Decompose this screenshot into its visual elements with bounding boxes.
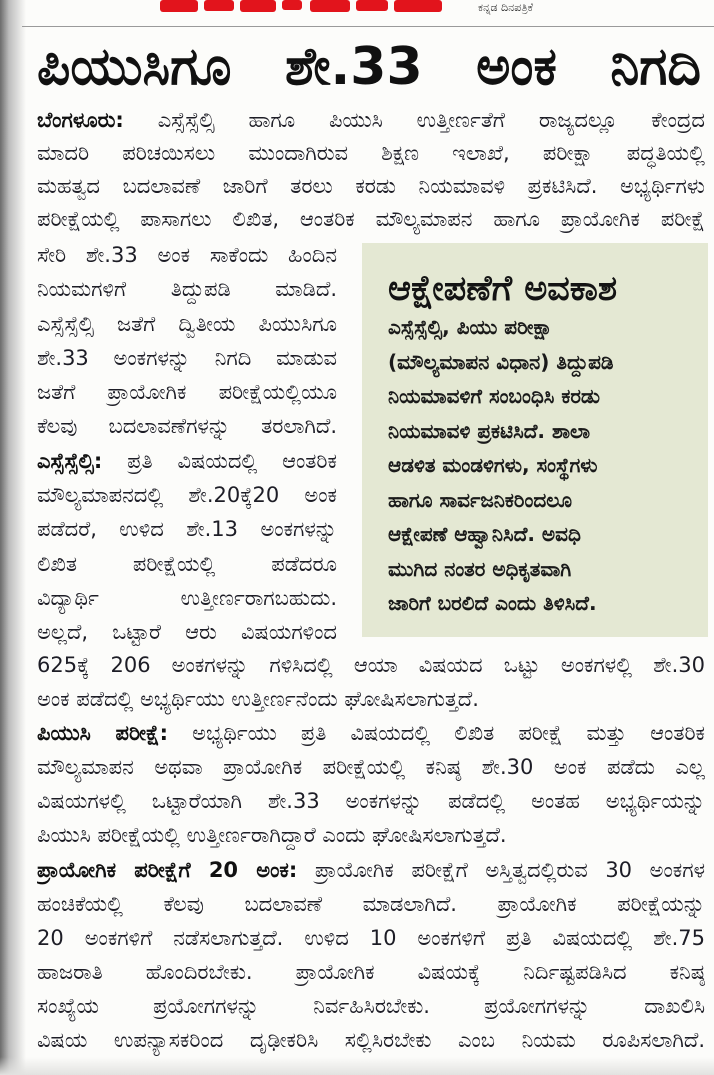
masthead-tagline: ಕನ್ನಡ ದಿನಪತ್ರಿಕೆ xyxy=(478,1,534,14)
article-line xyxy=(37,989,705,1023)
article-narrow-column xyxy=(37,238,337,650)
sidebar-box-line: ಹಾಗೂ ಸಾರ್ವಜನಿಕರಿಂದಲೂ xyxy=(388,487,572,512)
article-line xyxy=(37,682,705,716)
article-line-text: ಮಹತ್ವದ ಬದಲಾವಣೆ ಜಾರಿಗೆ ತರಲು ಕರಡು ನಿಯಮಾವಳಿ ಪ್ರಕಟಿಸಿದೆ. ಅಭ್ಯರ್ಥಿಗಳು xyxy=(37,174,705,198)
article-line xyxy=(37,853,705,887)
article-top-column xyxy=(37,104,705,236)
paragraph-lead: ಪ್ರಾಯೋಗಿಕ ಪರೀಕ್ಷೆಗೆ 20 ಅಂಕ: xyxy=(37,857,298,882)
article-line-text: ಹಾಜರಾತಿ ಹೊಂದಿರಬೇಕು. ಪ್ರಾಯೋಗಿಕ ವಿಷಯಕ್ಕೆ ನಿರ್ದಿಷ್ಟಪಡಿಸಿದ ಕನಿಷ್ಠ xyxy=(37,959,705,984)
sidebar-box-line: ಮುಗಿದ ನಂತರ ಅಧಿಕೃತವಾಗಿ xyxy=(388,556,572,581)
article-line-text: ಎಸ್ಸೆಸ್ಸೆಲ್ಸಿ ಹಾಗೂ ಪಿಯುಸಿ ಉತ್ತೀರ್ಣತೆಗೆ ರಾಜ್ಯದಲ್ಲೂ ಕೇಂದ್ರದ xyxy=(157,108,705,132)
article-line xyxy=(37,648,705,682)
article-line-text: ಅಭ್ಯರ್ಥಿಯು ಪ್ರತಿ ವಿಷಯದಲ್ಲಿ ಲಿಖಿತ ಪರೀಕ್ಷೆ ಮತ್ತು ಆಂತರಿಕ xyxy=(192,721,705,746)
article-line-text: ಹಂಚಿಕೆಯಲ್ಲಿ ಕೆಲವು ಬದಲಾವಣೆ ಮಾಡಲಾಗಿದೆ. ಪ್ರಾಯೋಗಿಕ ಪರೀಕ್ಷೆಯನ್ನು xyxy=(37,891,705,916)
article-line-text: ವಿಷಯಗಳಲ್ಲಿ ಒಟ್ಟಾರೆಯಾಗಿ ಶೇ.33 ಅಂಕಗಳನ್ನು ಪಡೆದಲ್ಲಿ ಅಂತಹ ಅಭ್ಯರ್ಥಿಯನ್ನು xyxy=(37,789,705,814)
page-bottom-shadow xyxy=(0,1057,714,1075)
sidebar-box-line: ಆಡಳಿತ ಮಂಡಳಿಗಳು, ಸಂಸ್ಥೆಗಳು xyxy=(388,453,598,477)
sidebar-box xyxy=(362,243,708,637)
article-line xyxy=(37,1023,705,1057)
sidebar-box-title: ಆಕ್ಷೇಪಣೆಗೆ ಅವಕಾಶ xyxy=(388,269,618,309)
article-line xyxy=(37,512,337,546)
article-line-text: ಪ್ರತಿ ವಿಷಯದಲ್ಲಿ ಆಂತರಿಕ xyxy=(127,448,337,473)
article-line-text: ವಿಷಯ ಉಪನ್ಯಾಸಕರಿಂದ ದೃಢೀಕರಿಸಿ ಸಲ್ಲಿಸಿರಬೇಕು ಎಂಬ ನಿಯಮ ರೂಪಿಸಲಾಗಿದೆ. xyxy=(37,1028,705,1053)
article-line-text: ಅಲ್ಲದೆ, ಒಟ್ಟಾರೆ ಆರು ವಿಷಯಗಳಿಂದ xyxy=(37,620,337,645)
masthead-logo xyxy=(160,0,445,14)
article-line-text: ಸಂಖ್ಯೆಯ ಪ್ರಯೋಗಗಳನ್ನು ನಿರ್ವಹಿಸಿರಬೇಕು. ಪ್ರಯೋಗಗಳನ್ನು ದಾಖಲಿಸಿ xyxy=(37,993,705,1018)
sidebar-box-line: ಜಾರಿಗೆ ಬರಲಿದೆ ಎಂದು ತಿಳಿಸಿದೆ. xyxy=(388,591,597,615)
article-line-text: ಮಾದರಿ ಪರಿಚಯಿಸಲು ಮುಂದಾಗಿರುವ ಶಿಕ್ಷಣ ಇಲಾಖೆ, ಪರೀಕ್ಷಾ ಪದ್ಧತಿಯಲ್ಲಿ xyxy=(37,141,705,165)
masthead-rule xyxy=(22,26,714,27)
article-line-text: ಪಡೆದರೆ, ಉಳಿದ ಶೇ.13 ಅಂಕಗಳನ್ನು xyxy=(37,517,337,542)
paragraph-lead: ಎಸ್ಸೆಸ್ಸೆಲ್ಸಿ: xyxy=(37,448,103,473)
article-bottom-column xyxy=(37,648,705,1057)
sidebar-box-lines xyxy=(388,310,700,621)
article-line-text: ಜತೆಗೆ ಪ್ರಾಯೋಗಿಕ ಪರೀಕ್ಷೆಯಲ್ಲಿಯೂ xyxy=(37,380,337,405)
sidebar-box-line: ಆಕ್ಷೇಪಣೆ ಆಹ್ವಾನಿಸಿದೆ. ಅವಧಿ xyxy=(388,522,581,546)
article-line xyxy=(37,615,337,649)
article-line xyxy=(37,547,337,581)
article-line xyxy=(37,238,337,272)
article-line-text: ಅಂಕ ಪಡೆದಲ್ಲಿ ಅಭ್ಯರ್ಥಿಯು ಉತ್ತೀರ್ಣನೆಂದು ಘೋಷಿಸಲಾಗುತ್ತದೆ. xyxy=(37,687,479,712)
article-line-text: ಶೇ.33 ಅಂಕಗಳನ್ನು ನಿಗದಿ ಮಾಡುವ xyxy=(37,345,337,370)
article-line xyxy=(37,444,337,478)
paragraph-lead: ಬೆಂಗಳೂರು: xyxy=(37,108,124,132)
article-line xyxy=(37,203,705,236)
article-line-text: ಮೌಲ್ಯಮಾಪನದಲ್ಲಿ ಶೇ.20ಕ್ಕೆ20 ಅಂಕ xyxy=(37,483,337,508)
article-line xyxy=(37,818,705,852)
headline: ಪಿಯುಸಿಗೂ ಶೇ.33 ಅಂಕ ನಿಗದಿ xyxy=(37,37,701,97)
article-line-text: ಸೇರಿ ಶೇ.33 ಅಂಕ ಸಾಕೆಂದು ಹಿಂದಿನ xyxy=(37,243,337,267)
article-line xyxy=(37,341,337,375)
article-line xyxy=(37,581,337,615)
article-line xyxy=(37,375,337,409)
sidebar-box-line: (ಮೌಲ್ಯಮಾಪನ ವಿಧಾನ) ತಿದ್ದುಪಡಿ xyxy=(388,349,614,374)
article-line xyxy=(37,921,705,955)
article-line-text: 20 ಅಂಕಗಳಿಗೆ ನಡೆಸಲಾಗುತ್ತದೆ. ಉಳಿದ 10 ಅಂಕಗಳಿಗೆ ಪ್ರತಿ ವಿಷಯದಲ್ಲಿ ಶೇ.75 xyxy=(37,925,705,950)
article-line xyxy=(37,409,337,443)
article-line-text: ಕೆಲವು ಬದಲಾವಣೆಗಳನ್ನು ತರಲಾಗಿದೆ. xyxy=(37,414,337,439)
article-line-text: ವಿದ್ಯಾರ್ಥಿ ಉತ್ತೀರ್ಣರಾಗಬಹುದು. xyxy=(37,585,337,610)
article-line xyxy=(37,272,337,306)
article-line-text: 625ಕ್ಕೆ 206 ಅಂಕಗಳನ್ನು ಗಳಿಸಿದಲ್ಲಿ ಆಯಾ ವಿಷಯದ ಒಟ್ಟು ಅಂಕಗಳಲ್ಲಿ ಶೇ.30 xyxy=(37,653,705,677)
sidebar-box-line: ನಿಯಮಾವಳಿಗೆ ಸಂಬಂಧಿಸಿ ಕರಡು xyxy=(388,384,601,408)
article-line xyxy=(37,784,705,818)
article-line xyxy=(37,478,337,512)
article-line xyxy=(37,955,705,989)
article-line-text: ಪರೀಕ್ಷೆಯಲ್ಲಿ ಪಾಸಾಗಲು ಲಿಖಿತ, ಆಂತರಿಕ ಮೌಲ್ಯಮಾಪನ ಹಾಗೂ ಪ್ರಾಯೋಗಿಕ ಪರೀಕ್ಷೆ xyxy=(37,207,705,231)
article-line-text: ಲಿಖಿತ ಪರೀಕ್ಷೆಯಲ್ಲಿ ಪಡೆದರೂ xyxy=(37,551,337,576)
sidebar-box-line: ನಿಯಮಾವಳಿ ಪ್ರಕಟಿಸಿದೆ. ಶಾಲಾ xyxy=(388,418,591,443)
article-line-text: ಪ್ರಾಯೋಗಿಕ ಪರೀಕ್ಷೆಗೆ ಅಸ್ತಿತ್ವದಲ್ಲಿರುವ 30 ಅಂಕಗಳ xyxy=(314,857,705,882)
article-line xyxy=(37,170,705,203)
article-line xyxy=(37,137,705,170)
article-line-text: ನಿಯಮಗಳಿಗೆ ತಿದ್ದುಪಡಿ ಮಾಡಿದೆ. xyxy=(37,277,337,302)
article-line-text: ಮೌಲ್ಯಮಾಪನ ಅಥವಾ ಪ್ರಾಯೋಗಿಕ ಪರೀಕ್ಷೆಯಲ್ಲಿ ಕನಿಷ್ಠ ಶೇ.30 ಅಂಕ ಪಡೆದು ಎಲ್ಲ xyxy=(37,755,705,780)
article-line xyxy=(37,887,705,921)
article-line-text: ಎಸ್ಸೆಸ್ಸೆಲ್ಸಿ ಜತೆಗೆ ದ್ವಿತೀಯ ಪಿಯುಸಿಗೂ xyxy=(37,311,337,336)
article-line xyxy=(37,307,337,341)
paragraph-lead: ಪಿಯುಸಿ ಪರೀಕ್ಷೆ: xyxy=(37,721,169,746)
article-line xyxy=(37,104,705,137)
page-edge-shadow xyxy=(0,0,26,1075)
article-line-text: ಪಿಯುಸಿ ಪರೀಕ್ಷೆಯಲ್ಲಿ ಉತ್ತೀರ್ಣರಾಗಿದ್ದಾರೆ ಎಂದು ಘೋಷಿಸಲಾಗುತ್ತದೆ. xyxy=(37,823,507,848)
article-line xyxy=(37,750,705,784)
sidebar-box-line: ಎಸ್ಸೆಸ್ಸೆಲ್ಸಿ, ಪಿಯು ಪರೀಕ್ಷಾ xyxy=(388,315,553,339)
article-line xyxy=(37,716,705,750)
